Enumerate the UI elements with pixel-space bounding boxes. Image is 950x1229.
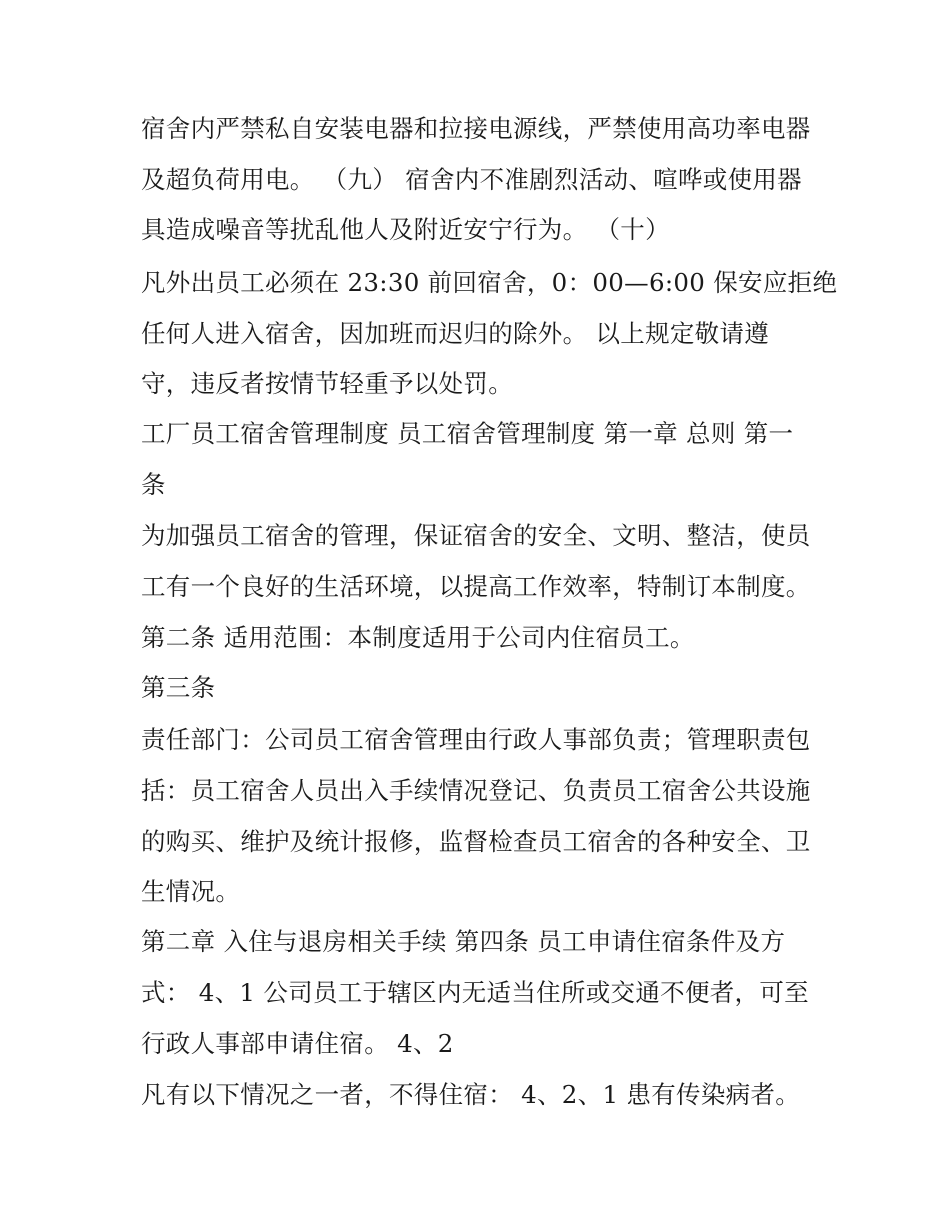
text-line: 凡外出员工必须在 23:30 前回宿舍，0：00—6:00 保安应拒绝	[141, 268, 838, 297]
text-line: 第二章 入住与退房相关手续 第四条 员工申请住宿条件及方	[141, 927, 786, 956]
text-line: 守，违反者按情节轻重予以处罚。	[141, 369, 513, 398]
text-line: 第二条 适用范围：本制度适用于公司内住宿员工。	[141, 623, 695, 652]
text-line: 为加强员工宿舍的管理，保证宿舍的安全、文明、整洁，使员	[141, 521, 811, 550]
text-line: 工厂员工宿舍管理制度 员工宿舍管理制度 第一章 总则 第一	[141, 419, 794, 448]
text-line: 括：员工宿舍人员出入手续情况登记、负责员工宿舍公共设施	[141, 776, 811, 805]
text-line: 工有一个良好的生活环境，以提高工作效率，特制订本制度。	[141, 572, 811, 601]
text-line: 式： 4、1 公司员工于辖区内无适当住所或交通不便者，可至	[141, 978, 809, 1007]
text-line: 行政人事部申请住宿。 4、2	[141, 1029, 454, 1058]
text-line: 责任部门：公司员工宿舍管理由行政人事部负责；管理职责包	[141, 725, 811, 754]
text-line: 凡有以下情况之一者，不得住宿： 4、2、1 患有传染病者。	[141, 1080, 801, 1109]
text-line: 及超负荷用电。 （九） 宿舍内不准剧烈活动、喧哗或使用器	[141, 165, 802, 194]
text-line: 的购买、维护及统计报修，监督检查员工宿舍的各种安全、卫	[141, 827, 811, 856]
text-line: 任何人进入宿舍，因加班而迟归的除外。 以上规定敬请遵	[141, 319, 770, 348]
text-line: 条	[141, 470, 166, 499]
text-line: 宿舍内严禁私自安装电器和拉接电源线，严禁使用高功率电器	[141, 114, 811, 143]
text-line: 第三条	[141, 673, 216, 702]
text-line: 具造成噪音等扰乱他人及附近安宁行为。 （十）	[141, 215, 670, 244]
text-line: 生情况。	[141, 877, 241, 906]
